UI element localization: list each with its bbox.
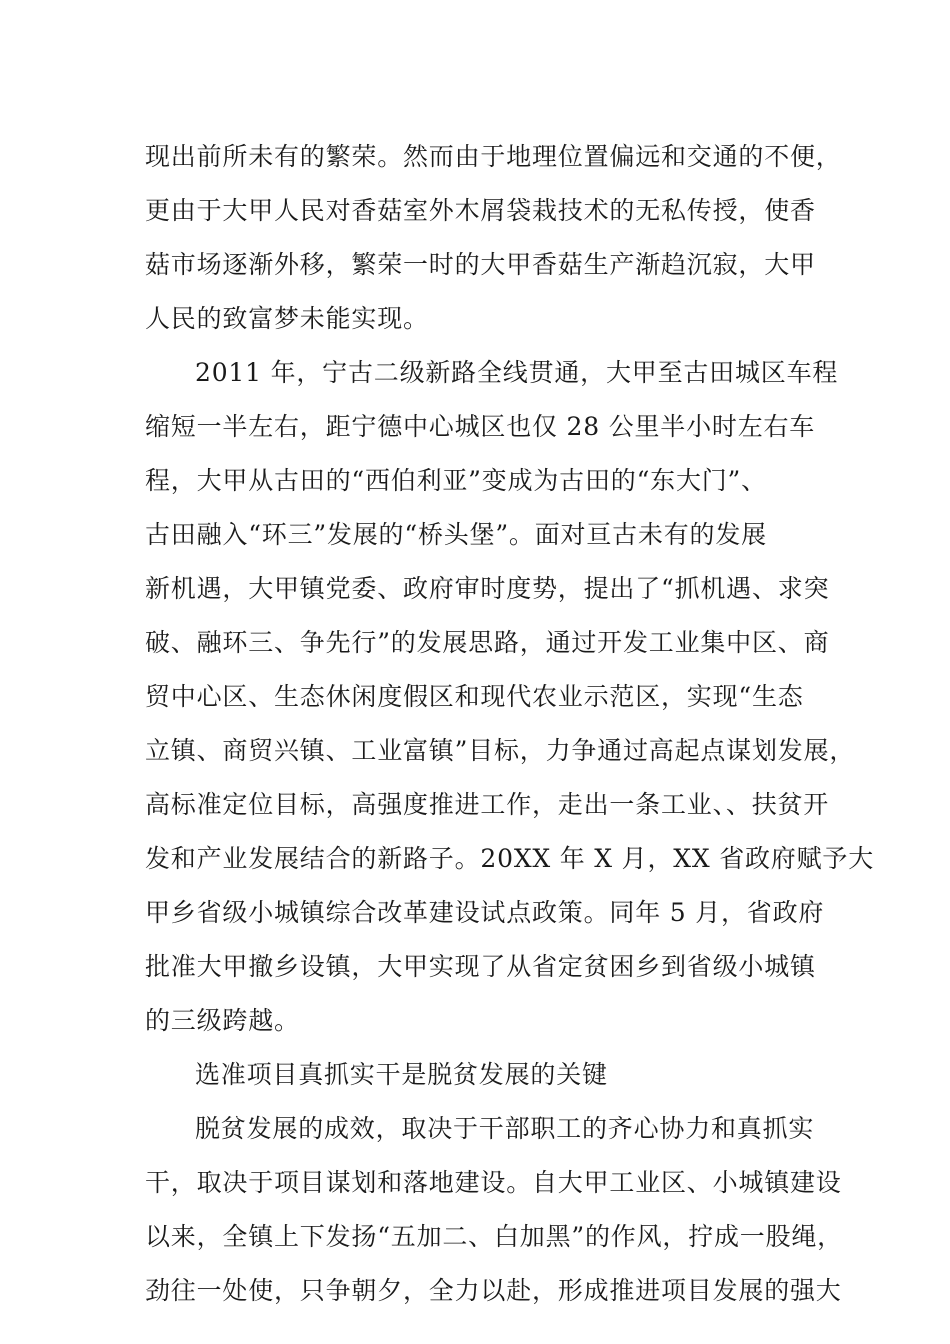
text-line: 批准大甲撤乡设镇，大甲实现了从省定贫困乡到省级小城镇 bbox=[145, 952, 816, 981]
text-line: 破、融环三、争先行”的发展思路，通过开发工业集中区、商 bbox=[145, 628, 830, 657]
text-line: 古田融入“环三”发展的“桥头堡”。面对亘古未有的发展 bbox=[145, 520, 767, 549]
text-line: 更由于大甲人民对香菇室外木屑袋栽技术的无私传授，使香 bbox=[145, 196, 816, 225]
text-line: 贸中心区、生态休闲度假区和现代农业示范区，实现“生态 bbox=[145, 682, 804, 711]
text-line: 缩短一半左右，距宁德中心城区也仅 28 公里半小时左右车 bbox=[145, 412, 816, 441]
text-line: 甲乡省级小城镇综合改革建设试点政策。同年 5 月，省政府 bbox=[145, 898, 825, 927]
text-line: 立镇、商贸兴镇、工业富镇”目标，力争通过高起点谋划发展， bbox=[145, 736, 856, 765]
text-line: 人民的致富梦未能实现。 bbox=[145, 304, 429, 333]
text-line: 程，大甲从古田的“西伯利亚”变成为古田的“东大门”、 bbox=[145, 466, 767, 495]
text-line: 新机遇，大甲镇党委、政府审时度势，提出了“抓机遇、求突 bbox=[145, 574, 830, 603]
text-line: 劲往一处使，只争朝夕，全力以赴，形成推进项目发展的强大 bbox=[145, 1276, 842, 1305]
text-line: 干，取决于项目谋划和落地建设。自大甲工业区、小城镇建设 bbox=[145, 1168, 842, 1197]
text-line: 以来，全镇上下发扬“五加二、白加黑”的作风，拧成一股绳， bbox=[145, 1222, 843, 1251]
text-line: 脱贫发展的成效，取决于干部职工的齐心协力和真抓实 bbox=[195, 1114, 815, 1143]
text-line: 菇市场逐渐外移，繁荣一时的大甲香菇生产渐趋沉寂，大甲 bbox=[145, 250, 816, 279]
text-line: 高标准定位目标，高强度推进工作，走出一条工业、、扶贫开 bbox=[145, 790, 830, 819]
text-line: 发和产业发展结合的新路子。20XX 年 X 月，XX 省政府赋予大 bbox=[145, 844, 874, 873]
text-line: 的三级跨越。 bbox=[145, 1006, 300, 1035]
text-line: 选准项目真抓实干是脱贫发展的关键 bbox=[195, 1060, 608, 1089]
text-line: 现出前所未有的繁荣。然而由于地理位置偏远和交通的不便， bbox=[145, 142, 842, 171]
document-body bbox=[145, 130, 874, 1318]
text-line: 2011 年，宁古二级新路全线贯通，大甲至古田城区车程 bbox=[195, 358, 839, 387]
